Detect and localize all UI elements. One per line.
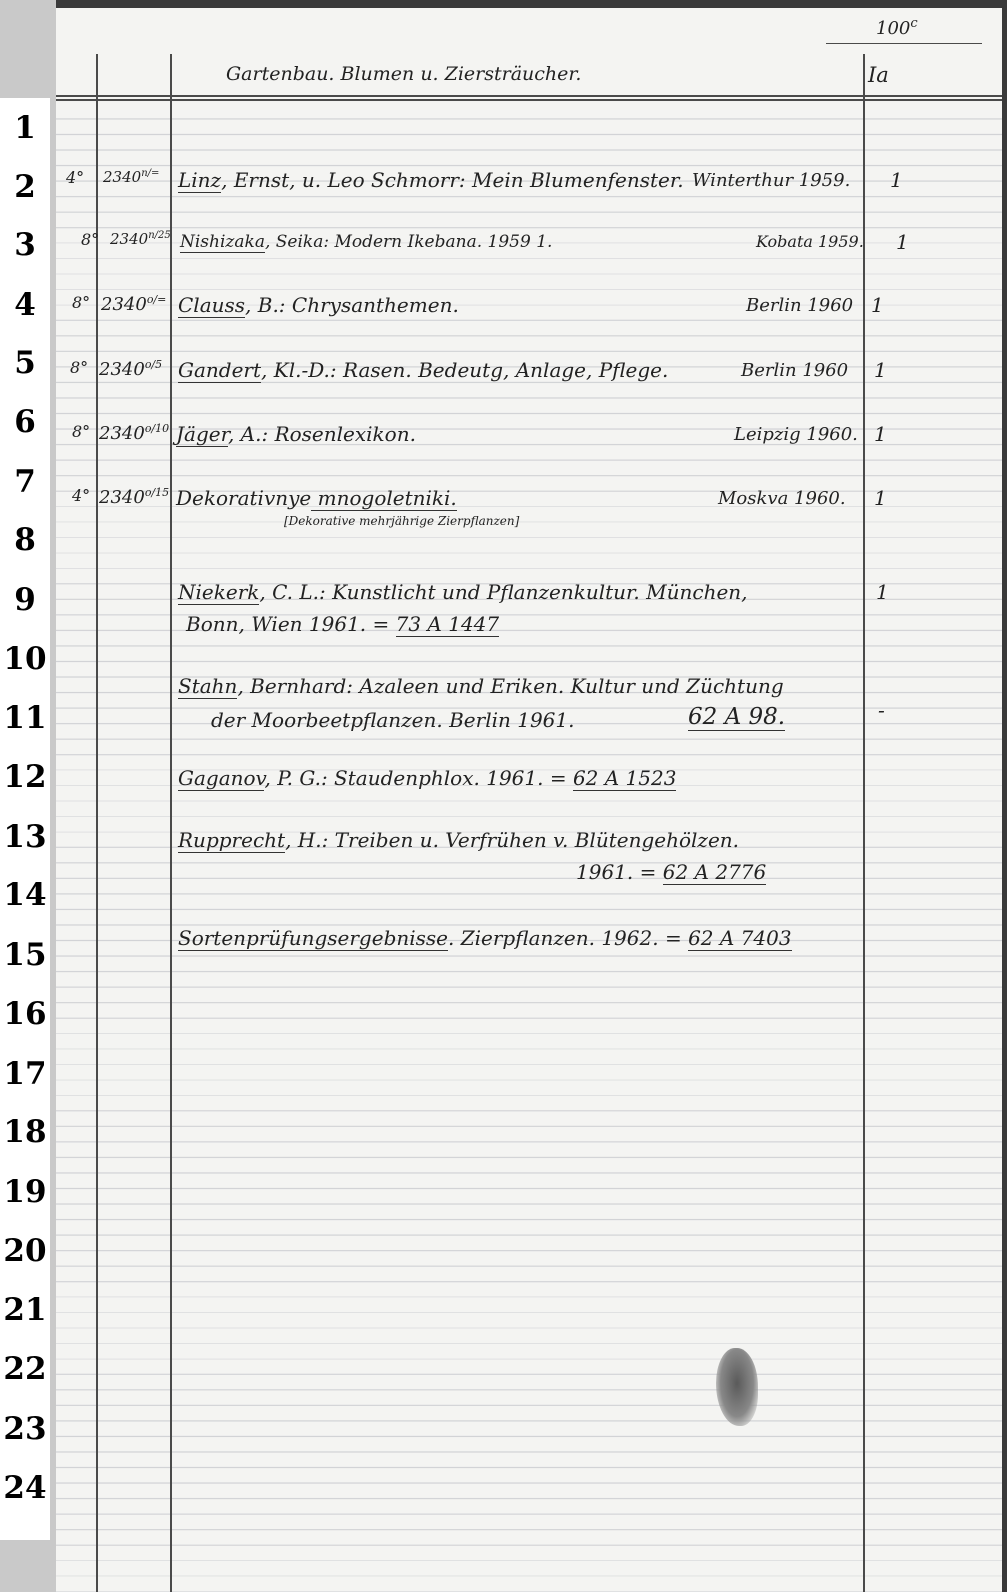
line-number: 16: [3, 996, 47, 1032]
entry-title: Sortenprüfungsergebnisse. Zierpflanzen. 1962. = 62 A 7403: [178, 926, 792, 950]
line-number: 1: [14, 110, 36, 146]
entry-title-continued: Bonn, Wien 1961. = 73 A 1447: [186, 612, 500, 636]
line-number: 18: [3, 1114, 47, 1150]
line-number: 15: [3, 937, 47, 973]
line-number: 9: [14, 582, 36, 618]
line-number: 8: [14, 522, 36, 558]
line-number-column: [0, 98, 50, 1540]
entry-count: 1: [890, 168, 903, 192]
column-rule-signature: [170, 54, 172, 1592]
line-number: 19: [3, 1174, 47, 1210]
entry-signature: $2340^{o/10}$: [99, 422, 170, 444]
ink-stain: [716, 1348, 758, 1426]
entry-note: [Dekorative mehrjährige Zierpflanzen]: [284, 514, 520, 528]
entry-title: Clauss, B.: Chrysanthemen.: [178, 293, 459, 317]
entry-title: Nishizaka, Seika: Modern Ikebana. 1959 1.: [180, 232, 553, 252]
entry-call-number: 62 A 98.: [688, 704, 786, 730]
column-rule-format: [96, 54, 98, 1592]
line-number: 13: [3, 819, 47, 855]
entry-place: Leipzig 1960.: [734, 424, 858, 445]
entry-title: Niekerk, C. L.: Kunstlicht und Pflanzenkultur. München,: [178, 580, 748, 604]
entry-place: Winterthur 1959.: [692, 170, 851, 191]
header-rule: [56, 95, 1002, 97]
entry-format: 8°: [70, 358, 89, 377]
entry-place: Moskva 1960.: [718, 488, 846, 509]
line-number: 14: [3, 877, 47, 913]
entry-count: -: [878, 698, 885, 722]
entry-count: 1: [871, 293, 884, 317]
entry-place: Berlin 1960: [741, 360, 849, 381]
line-number: 7: [14, 464, 36, 500]
line-number: 12: [3, 759, 47, 795]
line-number: 10: [3, 641, 47, 677]
entry-signature: $2340^{o/5}$: [99, 358, 163, 380]
entry-format: 8°: [72, 422, 91, 441]
entry-count: 1: [896, 230, 909, 254]
line-number: 5: [14, 345, 36, 381]
line-number: 3: [14, 227, 36, 263]
entry-count: 1: [874, 358, 887, 382]
entry-count: 1: [876, 580, 889, 604]
entry-title: Dekorativnye mnogoletniki.: [176, 486, 457, 510]
entry-title-continued: 1961. = 62 A 2776: [576, 860, 767, 884]
line-number: 20: [3, 1233, 47, 1269]
entry-format: 4°: [66, 168, 85, 187]
ledger-page: [56, 8, 1002, 1592]
entry-count: 1: [874, 486, 887, 510]
page-number-rule: [826, 43, 982, 44]
line-number: 2: [14, 169, 36, 205]
entry-title: Linz, Ernst, u. Leo Schmorr: Mein Blumenfenster.: [178, 168, 684, 192]
entry-place: Berlin 1960: [746, 295, 854, 316]
line-number: 23: [3, 1411, 47, 1447]
entry-signature: $2340^{o/15}$: [99, 486, 170, 508]
entry-title: Gaganov, P. G.: Staudenphlox. 1961. = 62 A 1523: [178, 766, 677, 790]
entry-format: 8°: [72, 293, 91, 312]
entry-count: 1: [874, 422, 887, 446]
section-title: Gartenbau. Blumen u. Ziersträucher.: [226, 63, 582, 85]
page-number: 100$^c$: [876, 16, 918, 39]
column-rule-count: [863, 54, 865, 1592]
line-number: 11: [3, 700, 47, 736]
entry-signature: $2340^{n/25}$: [110, 230, 171, 248]
line-number: 17: [3, 1056, 47, 1092]
line-number: 22: [3, 1351, 47, 1387]
count-column-heading: Ia: [868, 63, 889, 87]
entry-format: 4°: [72, 486, 91, 505]
entry-format: 8°: [81, 230, 100, 249]
entry-place: Kobata 1959.: [756, 232, 864, 251]
header-rule-inner: [56, 99, 1002, 101]
line-number: 6: [14, 404, 36, 440]
entry-signature: $2340^{n/=}$: [103, 168, 160, 186]
entry-title: Gandert, Kl.-D.: Rasen. Bedeutg, Anlage, Pflege.: [178, 358, 669, 382]
entry-signature: $2340^{o/=}$: [101, 293, 167, 315]
entry-title: Stahn, Bernhard: Azaleen und Eriken. Kultur und Züchtung: [178, 674, 784, 698]
entry-title: Jäger, A.: Rosenlexikon.: [176, 422, 416, 446]
entry-title-continued: der Moorbeetpflanzen. Berlin 1961.: [211, 708, 575, 732]
line-number: 4: [14, 287, 36, 323]
entry-title: Rupprecht, H.: Treiben u. Verfrühen v. Blütengehölzen.: [178, 828, 740, 852]
line-number: 21: [3, 1292, 47, 1328]
line-number: 24: [3, 1470, 47, 1506]
